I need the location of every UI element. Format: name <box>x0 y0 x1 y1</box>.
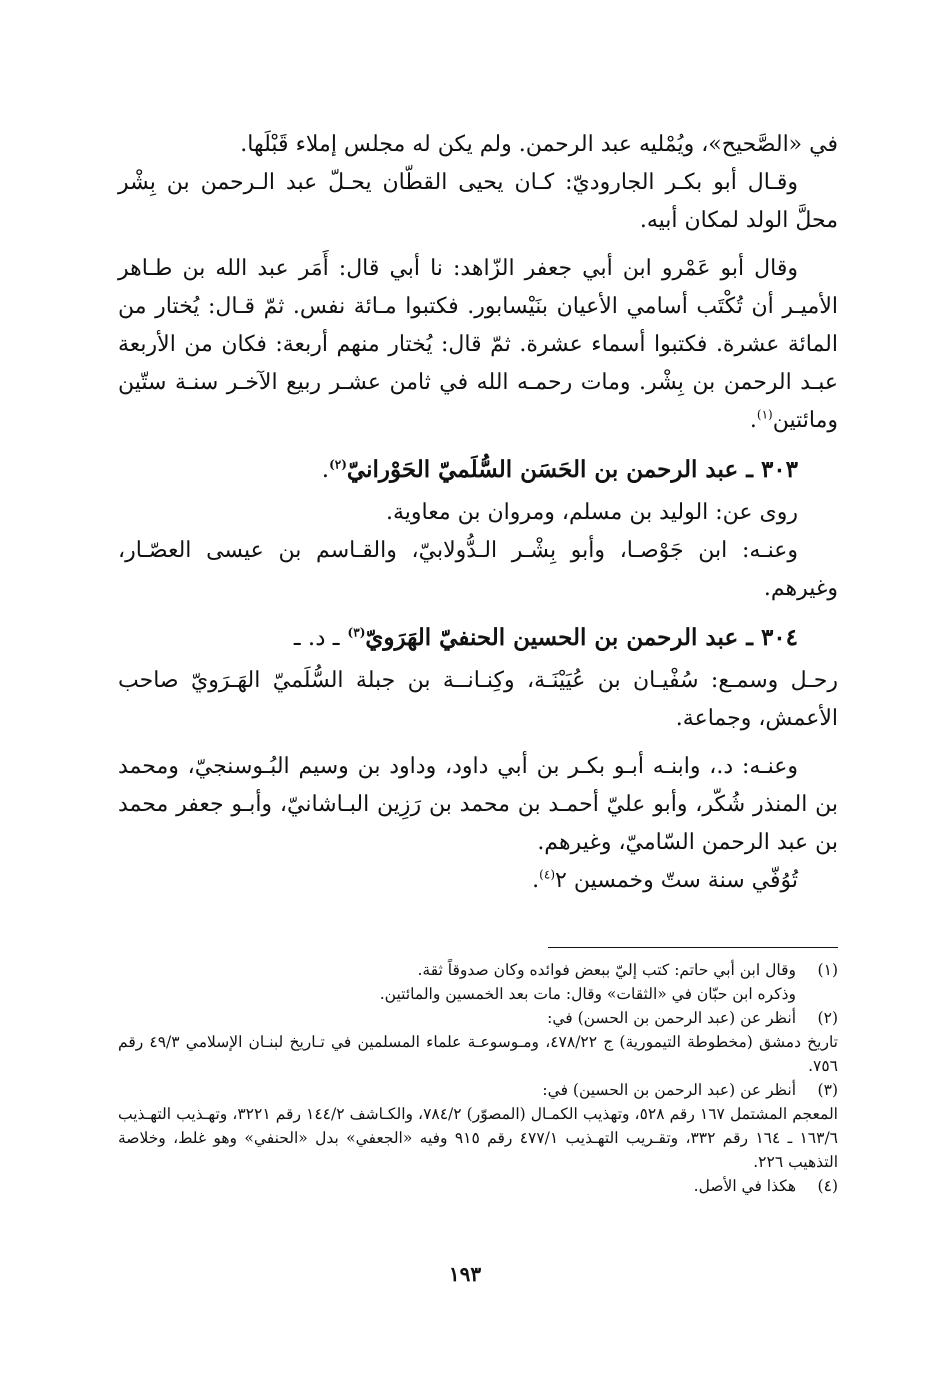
footnote-3 <box>118 1078 838 1174</box>
entry-304-number: ٣٠٤ ـ <box>746 624 798 651</box>
footnote-2-line: تاريخ دمشق (مخطوطة التيمورية) ج ٤٧٨/٢٢، ومـوسوعـة علماء المسلمين في تـاريخ لبنـان الإسلامي ٤٩/٣ رقم ٧٥٦. <box>118 1033 838 1075</box>
footnote-ref-4[interactable]: (٤) <box>539 867 555 882</box>
entry-303-line-2: وعنـه: ابن جَوْصـا، وأبو بِشْـر الـدُّولابيّ، والقـاسم بن عيسى العصّـار، وغيرهم. <box>118 538 838 601</box>
footnote-3-line: المعجم المشتمل ١٦٧ رقم ٥٢٨، وتهذيب الكمـال (المصوّر) ٧٨٤/٢، والكـاشف ١٤٤/٢ رقم ٣٢٢١، وتهـذيب التهـذيب ١٦٣/٦ ـ ١٦٤ رقم ٣٣٢، وتقـريب التهـذيب ٤٧٧/١ رقم ٩١٥ وفيه «الجعفي» بدل «الحنفي» وهو غلط، وخلاصة التذهيب ٢٢٦. <box>118 1105 838 1171</box>
footnote-1-body <box>118 958 796 1006</box>
footnote-1-line: وقال ابن أبي حاتم: كتب إليّ ببعض فوائده وكان صدوقاً ثقة. <box>417 961 796 979</box>
footnote-4-line: هكذا في الأصل. <box>693 1177 796 1195</box>
footnote-1-line: وذكره ابن حبّان في «الثقات» وقال: مات بعد الخمسين والمائتين. <box>379 985 796 1003</box>
footnote-2-line: أنظر عن (عبد الرحمن بن الحسن) في: <box>547 1009 796 1027</box>
footnote-3-line: أنظر عن (عبد الرحمن بن الحسين) في: <box>542 1081 796 1099</box>
footnote-2-body <box>118 1006 838 1078</box>
entry-304-period: . <box>532 868 540 893</box>
paragraph-3 <box>118 250 838 440</box>
entry-303-heading <box>118 450 838 490</box>
main-text <box>118 126 838 900</box>
entry-303-name: عبد الرحمن بن الحَسَن السُّلَميّ الحَوْرانيّ <box>346 456 739 483</box>
footnotes <box>118 958 838 1198</box>
footnote-2 <box>118 1006 838 1078</box>
entry-304-line-2: وعنـه: د.، وابنـه أبـو بكـر بن أبي داود، وداود بن وسيم البُـوسنجيّ، ومحمد بن المنذر شُكّر، وأبو عليّ أحمـد بن محمد بن رَزِين البـاشانيّ، وأبـو جعفر محمد بن عبد الرحمن السّاميّ، وغيرهم. <box>118 754 838 855</box>
entry-304-death-text: تُوُفّي سنة ستّ وخمسين ٢ <box>555 868 798 893</box>
footnote-4-number: (٤) <box>817 1177 838 1195</box>
footnote-ref-3[interactable]: (٣) <box>347 625 366 640</box>
footnote-4 <box>118 1174 838 1198</box>
entry-304-heading <box>118 618 838 658</box>
footnote-4-body <box>118 1174 796 1198</box>
entry-303-number: ٣٠٣ ـ <box>746 456 798 483</box>
page-number: ١٩٣ <box>448 1262 482 1286</box>
entry-304-line-3 <box>118 862 838 900</box>
paragraph-3-text: وقال أبو عَمْرو ابن أبي جعفر الزّاهد: نا أبي قال: أَمَر عبد الله بن طـاهر الأميـر أن تُكْتَب أسامي الأعيان بنَيْسابور. فكتبوا مـائة نفس. ثمّ قـال: يُختار من المائة عشرة. فكتبوا أسماء عشرة. ثمّ قال: يُختار منهم أربعة: فكان من الأربعة عبـد الرحمن بن بِشْر. ومات رحمـه الله في ثامن عشـر ربيع الآخـر سنـة ستّين ومائتين <box>118 256 838 433</box>
footnote-3-body <box>118 1078 838 1174</box>
entry-304-name: عبد الرحمن بن الحسين الحنفيّ الهَرَويّ <box>365 624 739 651</box>
footnote-3-number: (٣) <box>817 1081 838 1099</box>
entry-303-line-1: روى عن: الوليد بن مسلم، ومروان بن معاوية. <box>385 500 798 525</box>
entry-303-suffix: . <box>321 457 330 483</box>
footnote-1 <box>118 958 838 1006</box>
footnote-ref-2[interactable]: (٢) <box>329 457 347 472</box>
footnote-1-number: (١) <box>817 961 838 979</box>
paragraph-1: في «الصَّحيح»، ويُمْليه عبد الرحمن. ولم يكن له مجلس إملاء قَبْلَها. <box>240 132 838 157</box>
paragraph-2: وقـال أبو بكـر الجاروديّ: كـان يحيى القطّان يحـلّ عبد الـرحمن بن بِشْر محلَّ الولد لمكان أبيه. <box>118 170 838 233</box>
entry-304-line-1: رحـل وسمـع: سُفْيـان بن عُيَيْنَـة، وكِنـانــة بن جبلة السُّلَميّ الهَـرَويّ صاحب الأعمش، وجماعة. <box>118 668 838 731</box>
footnote-2-number: (٢) <box>817 1009 838 1027</box>
footnote-ref-1[interactable]: (١) <box>756 407 773 422</box>
paragraph-3-end: . <box>749 408 757 433</box>
entry-304-suffix: ـ د. ـ <box>293 625 340 651</box>
footnote-separator <box>548 947 838 948</box>
